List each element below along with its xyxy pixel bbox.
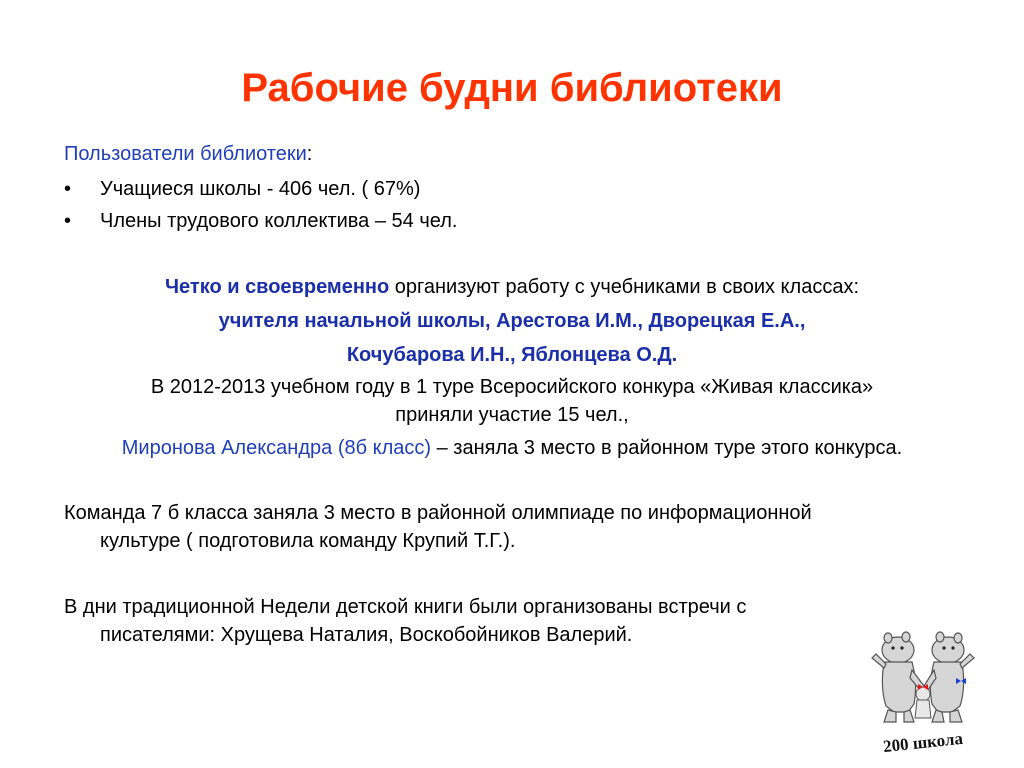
users-heading-line bbox=[64, 141, 312, 167]
team-line-1: Команда 7 б класса заняла 3 место в районной олимпиаде по информационной bbox=[64, 502, 812, 524]
winner-name: Миронова Александра (8б класс) bbox=[121, 437, 432, 459]
right-hippo-figure bbox=[924, 632, 974, 722]
slide-title: Рабочие будни библиотеки bbox=[241, 66, 783, 110]
team-line-2: культуре ( подготовила команду Крупий Т.Г.). bbox=[100, 530, 516, 552]
textbooks-emphasis: Четко и своевременно bbox=[164, 276, 390, 298]
teachers-line-1: учителя начальной школы, Арестова И.М., Дворецкая Е.А., bbox=[218, 310, 806, 332]
winner-rest: – заняла 3 место в районном туре этого конкурса. bbox=[431, 437, 903, 459]
bullet-staff: Члены трудового коллектива – 54 чел. bbox=[100, 210, 458, 232]
school-logo bbox=[868, 628, 978, 758]
users-heading: Пользователи библиотеки bbox=[64, 143, 307, 165]
contest-line-1: В 2012-2013 учебном году в 1 туре Всеросийского конкура «Живая классика» bbox=[150, 376, 874, 398]
contest-line-2: приняли участие 15 чел., bbox=[395, 404, 629, 426]
textbooks-line bbox=[0, 274, 1024, 300]
bullet-mark-1: • bbox=[64, 178, 72, 200]
week-line-2: писателями: Хрущева Наталия, Воскобойников Валерий. bbox=[100, 624, 633, 646]
users-heading-colon: : bbox=[306, 143, 313, 165]
week-line-1: В дни традиционной Недели детской книги были организованы встречи с bbox=[64, 596, 747, 618]
teachers-line-2: Кочубарова И.Н., Яблонцева О.Д. bbox=[346, 344, 678, 366]
bullet-students: Учащиеся школы - 406 чел. ( 67%) bbox=[100, 178, 421, 200]
bullet-mark-2: • bbox=[64, 210, 72, 232]
textbooks-rest: организуют работу с учебниками в своих классах: bbox=[389, 276, 859, 298]
winner-line bbox=[0, 435, 1024, 461]
logo-text: 200 школа bbox=[882, 728, 964, 757]
small-figure bbox=[915, 687, 931, 718]
